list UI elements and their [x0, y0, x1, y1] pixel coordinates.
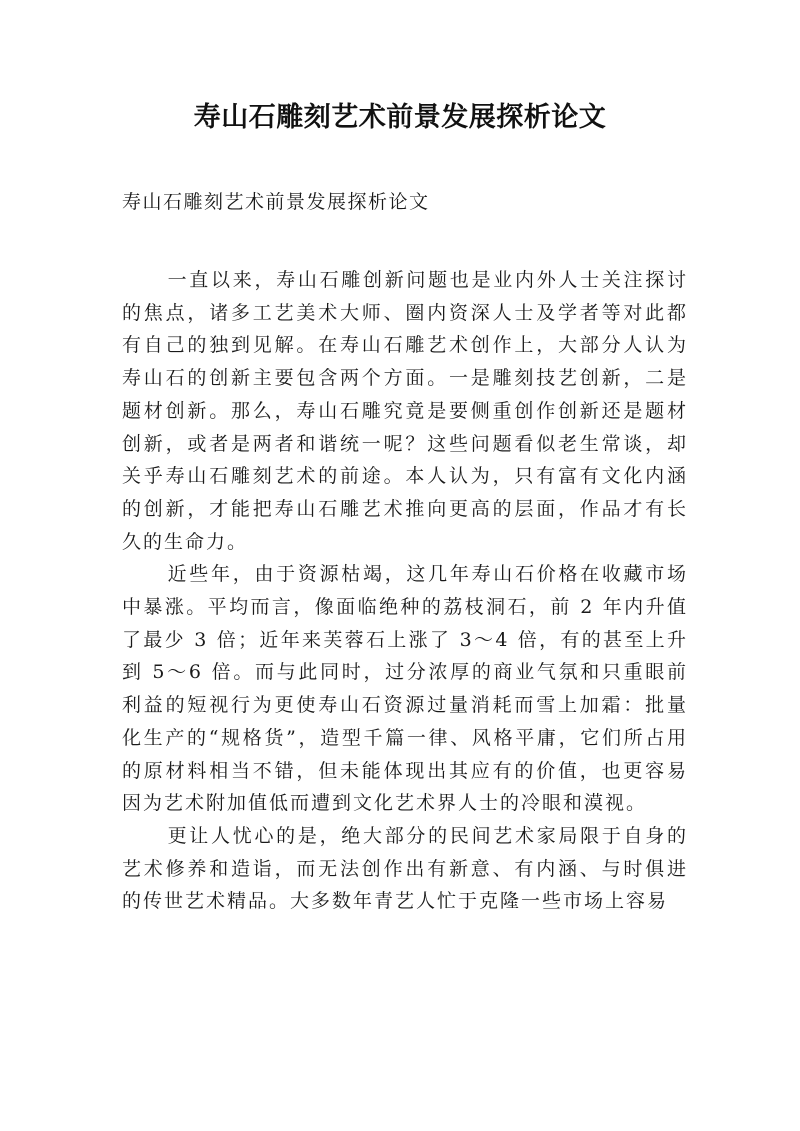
paragraph-3: 更让人忧心的是，绝大部分的民间艺术家局限于自身的艺术修养和造诣，而无法创作出有新意、有内涵、与时俱进的传世艺术精品。大多数年青艺人忙于克隆一些市场上容易 [122, 824, 688, 913]
document-title: 寿山石雕刻艺术前景发展探析论文 [193, 102, 607, 133]
paragraph-2: 近些年，由于资源枯竭，这几年寿山石价格在收藏市场中暴涨。平均而言，像面临绝种的荔枝洞石，前 2 年内升值了最少 3 倍；近年来芙蓉石上涨了 3～4 倍，有的甚至上升到 5～6 倍。而与此同时，过分浓厚的商业气氛和只重眼前利益的短视行为更使寿山石资源过量消耗而雪上加霜：批量化生产的“规格货”，造型千篇一律、风格平庸，它们所占用的原材料相当不错，但未能体现出其应有的价值，也更容易因为艺术附加值低而遭到文化艺术界人士的冷眼和漠视。 [122, 563, 688, 815]
document-subtitle: 寿山石雕刻艺术前景发展探析论文 [122, 191, 430, 213]
document-body [122, 264, 688, 918]
paragraph-1: 一直以来，寿山石雕创新问题也是业内外人士关注探讨的焦点，诸多工艺美术大师、圈内资深人士及学者等对此都有自己的独到见解。在寿山石雕艺术创作上，大部分人认为寿山石的创新主要包含两个方面。一是雕刻技艺创新，二是题材创新。那么，寿山石雕究竟是要侧重创作创新还是题材创新，或者是两者和谐统一呢？这些问题看似老生常谈，却关乎寿山石雕刻艺术的前途。本人认为，只有富有文化内涵的创新，才能把寿山石雕艺术推向更高的层面，作品才有长久的生命力。 [122, 269, 688, 553]
